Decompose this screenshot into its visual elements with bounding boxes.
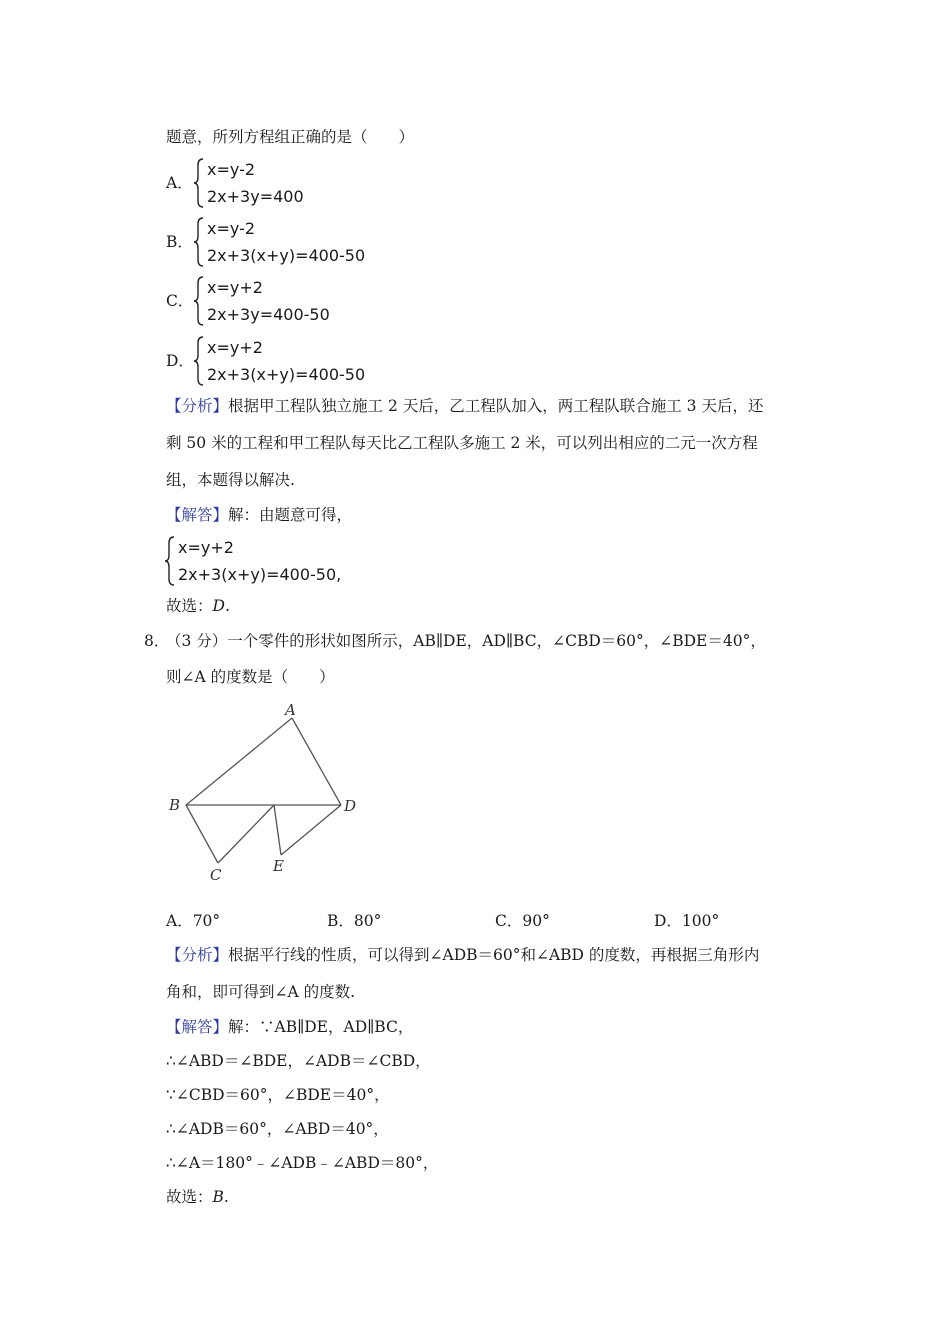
q8-option-c: C．90° [495, 912, 550, 930]
q8-figure [160, 698, 370, 888]
q7-option-a-system [193, 157, 393, 209]
q8-stem-line-1: （3 分）一个零件的形状如图所示，AB∥DE，AD∥BC，∠CBD＝60°，∠BDE＝40°， [166, 632, 766, 650]
point-label-d: D [344, 797, 357, 815]
q8-analysis-text-1: 根据平行线的性质，可以得到∠ADB＝60°和∠ABD 的度数，再根据三角形内 [228, 946, 760, 964]
q7-option-d-eq2: 2x+3(x+y)=400-50 [207, 365, 366, 384]
brace-icon [193, 275, 205, 327]
q8-stem-line-2: 则∠A 的度数是（ ） [166, 668, 335, 686]
brace-icon [193, 335, 205, 387]
point-label-c: C [210, 866, 222, 884]
q7-option-c-system [193, 275, 393, 327]
q8-answer-text-1: 解：∵AB∥DE，AD∥BC， [228, 1018, 414, 1036]
q7-answer-eq2: 2x+3(x+y)=400-50, [178, 565, 342, 584]
segment-c-mid [218, 805, 274, 863]
q7-answer-line-1 [166, 504, 352, 526]
q7-answer-intro: 解：由题意可得， [228, 506, 353, 524]
q8-answer-line-3: ∵∠CBD＝60°，∠BDE＝40°， [166, 1086, 390, 1104]
q8-answer-line-1 [166, 1016, 413, 1038]
q7-option-b-eq1: x=y-2 [207, 219, 256, 238]
brace-icon [193, 216, 205, 268]
answer-tag: 【解答】 [166, 1018, 229, 1036]
q7-analysis-line-1 [166, 395, 763, 417]
q7-option-c-label: C． [166, 292, 194, 310]
q7-stem-tail: 题意，所列方程组正确的是（ ） [166, 128, 415, 146]
q8-option-b: B．80° [327, 912, 382, 930]
segment-ad [292, 718, 341, 805]
q8-option-a: A．70° [166, 912, 221, 930]
brace-icon [164, 535, 176, 587]
q7-choice-line: 故选：D. [166, 597, 230, 615]
point-label-e: E [273, 857, 284, 875]
q8-choice: B [212, 1188, 224, 1206]
q8-option-d: D．100° [654, 912, 720, 930]
q7-choice: D [212, 597, 225, 615]
analysis-tag: 【分析】 [166, 946, 229, 964]
q7-option-c-eq1: x=y+2 [207, 278, 263, 297]
q7-analysis-line-2: 剩 50 米的工程和甲工程队每天比乙工程队多施工 2 米，可以列出相应的二元一次方程 [166, 434, 758, 452]
q7-option-a-eq2: 2x+3y=400 [207, 187, 304, 206]
segment-ed [281, 805, 341, 855]
q7-option-a-eq1: x=y-2 [207, 160, 256, 179]
q8-answer-line-4: ∴∠ADB＝60°，∠ABD＝40°， [166, 1120, 389, 1138]
q7-analysis-line-3: 组，本题得以解决. [166, 471, 295, 489]
q7-option-d-label: D． [166, 352, 194, 370]
point-label-a: A [285, 701, 296, 719]
q7-option-b-label: B． [166, 233, 193, 251]
brace-icon [193, 157, 205, 209]
q8-answer-line-2: ∴∠ABD＝∠BDE，∠ADB＝∠CBD， [166, 1052, 431, 1070]
q7-analysis-text-1: 根据甲工程队独立施工 2 天后，乙工程队加入，两工程队联合施工 3 天后，还 [228, 397, 764, 415]
q7-option-a-label: A． [166, 174, 193, 192]
q8-answer-line-5: ∴∠A＝180°﹣∠ADB﹣∠ABD＝80°， [166, 1154, 439, 1172]
q7-option-b-system [193, 216, 413, 268]
q8-number: 8． [144, 632, 170, 650]
q8-choice-line: 故选：B. [166, 1188, 229, 1206]
analysis-tag: 【分析】 [166, 397, 229, 415]
q8-analysis-line-2: 角和，即可得到∠A 的度数. [166, 983, 356, 1001]
segment-mid-e [274, 805, 281, 855]
point-label-b: B [169, 796, 181, 814]
segment-ab [186, 718, 292, 805]
q8-analysis-line-1 [166, 944, 759, 966]
answer-tag: 【解答】 [166, 506, 229, 524]
q7-answer-system [164, 535, 384, 587]
q7-answer-eq-suffix: , [336, 565, 342, 584]
q7-option-d-eq1: x=y+2 [207, 338, 263, 357]
q7-answer-eq1: x=y+2 [178, 538, 234, 557]
q7-option-c-eq2: 2x+3y=400-50 [207, 305, 330, 324]
q7-option-d-system [193, 335, 413, 387]
segment-bc [186, 805, 218, 863]
q7-option-b-eq2: 2x+3(x+y)=400-50 [207, 246, 366, 265]
